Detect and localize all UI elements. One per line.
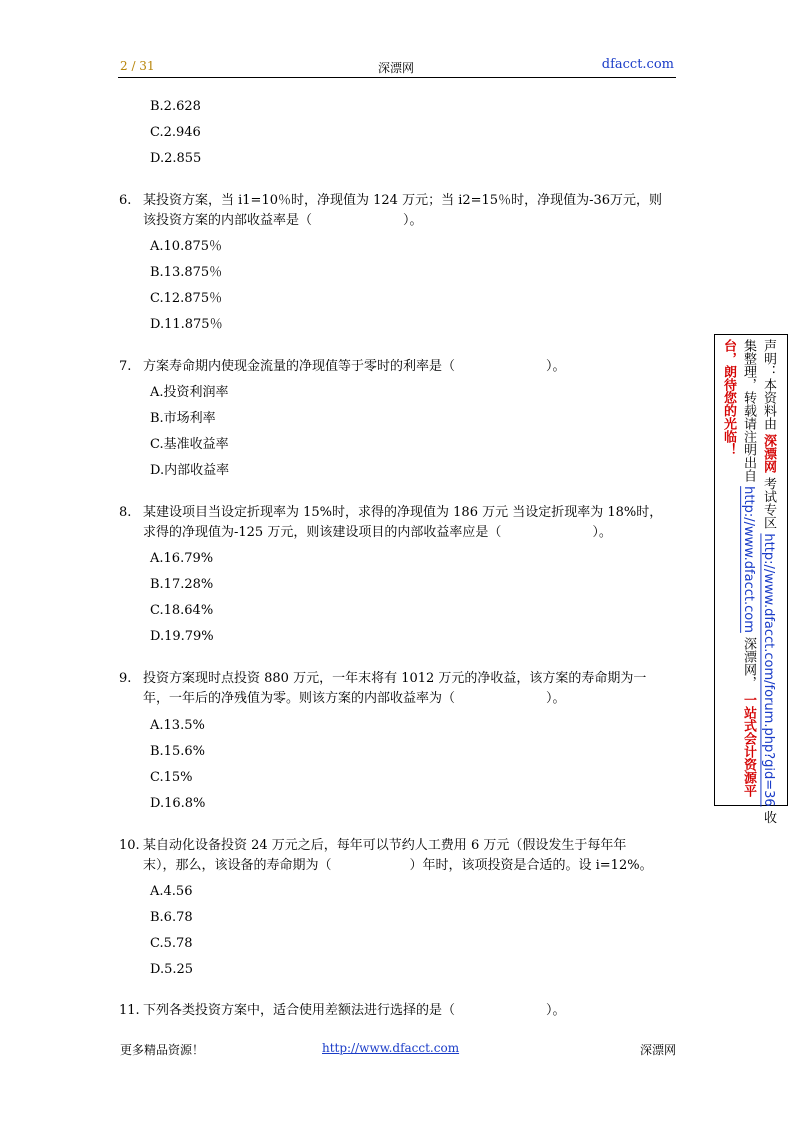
notice-forum-link[interactable]: http://www.dfacct.com/forum.php?gid=36	[761, 533, 776, 807]
q7-number: 7.	[119, 359, 132, 374]
q7-option-b[interactable]: B.市场利率	[150, 411, 216, 426]
q10-number: 10.	[119, 838, 140, 853]
q5-option-d[interactable]: D.2.855	[150, 151, 202, 166]
q6-text-line2: 该投资方案的内部收益率是（ ）。	[143, 213, 423, 228]
notice-repost: 集整理，转载请注明出自	[741, 339, 756, 482]
q6-option-d[interactable]: D.11.875％	[150, 317, 223, 332]
q11-number: 11.	[119, 1003, 140, 1018]
page-header	[118, 57, 676, 78]
q5-option-c[interactable]: C.2.946	[150, 125, 201, 140]
notice-site-link[interactable]: http://www.dfacct.com	[741, 486, 756, 633]
q10-option-d[interactable]: D.5.25	[150, 962, 194, 977]
footer-site-name: 深漂网	[639, 1043, 676, 1057]
q11-text-line1: 下列各类投资方案中，适合使用差额法进行选择的是（ ）。	[143, 1003, 566, 1018]
q8-option-d[interactable]: D.19.79%	[150, 629, 214, 644]
q8-number: 8.	[119, 505, 132, 520]
q9-number: 9.	[119, 671, 132, 686]
notice-collect: 收	[761, 810, 776, 824]
q7-option-c[interactable]: C.基准收益率	[150, 437, 229, 452]
q10-option-b[interactable]: B.6.78	[150, 910, 193, 925]
vertical-notice-box	[714, 334, 788, 824]
q9-text-line1: 投资方案现时点投资 880 万元，一年末将有 1012 万元的净收益，该方案的寿命期为一	[143, 671, 647, 686]
notice-site-name-2: 深漂网，	[741, 637, 756, 690]
q8-option-b[interactable]: B.17.28%	[150, 577, 214, 592]
q10-text-line1: 某自动化设备投资 24 万元之后，每年可以节约人工费用 6 万元（假设发生于每年年	[143, 838, 627, 853]
q5-option-b[interactable]: B.2.628	[150, 99, 201, 114]
q6-text-line1: 某投资方案，当 i1=10％时，净现值为 124 万元；当 i2=15％时，净现值为-36万元，则	[143, 193, 663, 208]
q8-text-line2: 求得的净现值为-125 万元，则该建设项目的内部收益率应是（ ）。	[143, 525, 612, 540]
q10-text-line2: 末），那么，该设备的寿命期为（ ）年时，该项投资是合适的。设 i=12%。	[143, 858, 653, 873]
q10-option-c[interactable]: C.5.78	[150, 936, 193, 951]
notice-slogan: 一站式会计资源平	[741, 693, 756, 798]
q8-text-line1: 某建设项目当设定折现率为 15%时，求得的净现值为 186 万元 当设定折现率为 18%时，	[143, 505, 663, 520]
q9-option-d[interactable]: D.16.8%	[150, 796, 206, 811]
q8-option-c[interactable]: C.18.64%	[150, 603, 214, 618]
q8-option-a[interactable]: A.16.79%	[150, 551, 214, 566]
notice-column-2	[739, 339, 757, 797]
q6-option-a[interactable]: A.10.875％	[150, 239, 223, 254]
notice-column-1	[759, 339, 777, 824]
notice-site-name: 深漂网	[761, 434, 776, 474]
q9-option-c[interactable]: C.15%	[150, 770, 193, 785]
q7-text-line1: 方案寿命期内使现金流量的净现值等于零时的利率是（ ）。	[143, 359, 566, 374]
page-number: 2 / 31	[120, 59, 155, 73]
q10-option-a[interactable]: A.4.56	[150, 884, 193, 899]
footer-link[interactable]: http://www.dfacct.com	[322, 1041, 460, 1055]
q6-option-b[interactable]: B.13.875％	[150, 265, 223, 280]
q9-text-line2: 年，一年后的净残值为零。则该方案的内部收益率为（ ）。	[143, 691, 566, 706]
page-footer	[120, 1041, 676, 1059]
header-site-name: 深漂网	[378, 61, 415, 75]
header-domain: dfacct.com	[601, 57, 674, 72]
notice-intro: 声明：本资料由	[761, 339, 776, 430]
q6-option-c[interactable]: C.12.875％	[150, 291, 223, 306]
notice-column-3: 台，朗待您的光临！	[721, 339, 736, 456]
q9-option-b[interactable]: B.15.6%	[150, 744, 205, 759]
q9-option-a[interactable]: A.13.5%	[150, 718, 205, 733]
q7-option-a[interactable]: A.投资利润率	[150, 385, 229, 400]
q7-option-d[interactable]: D.内部收益率	[150, 463, 230, 478]
q6-number: 6.	[119, 193, 132, 208]
footer-more-resources: 更多精品资源！	[120, 1043, 205, 1057]
notice-exam-zone: 考试专区	[761, 477, 776, 530]
